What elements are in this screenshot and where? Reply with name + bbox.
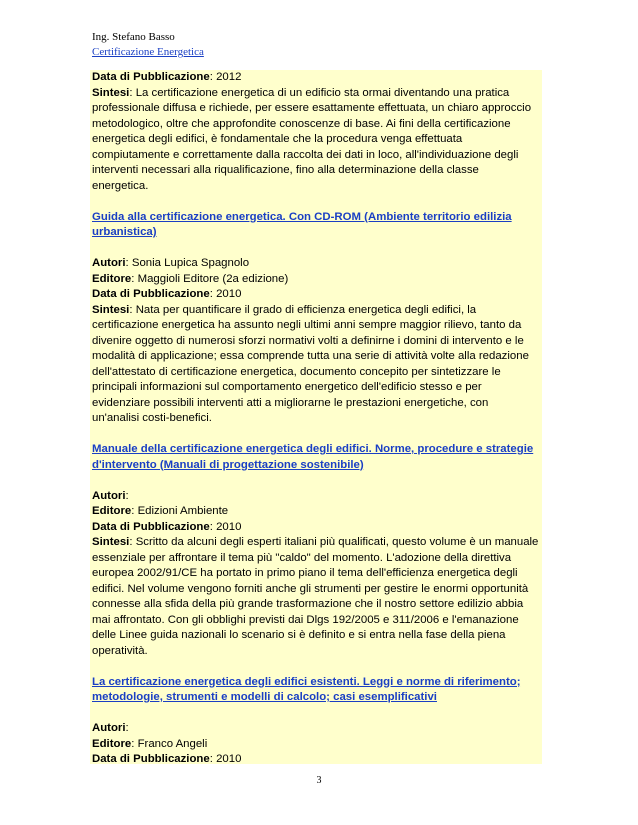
summary-line: compiutamente e correttamente dalla raccolta dei dati in loco, all'individuazione degli [92,148,519,161]
summary-line: energetica. [92,179,149,192]
summary-line: professionale diffusa e richiede, per essere esattamente effettuata, un chiaro approccio [92,102,532,114]
summary-line: energetica degli edifici, è fondamentale che la procedura venga effettuata [92,133,463,145]
authors: Autori: [92,489,129,502]
page-header [92,30,204,60]
authors: Autori: Sonia Lupica Spagnolo [92,257,250,269]
summary-line: interventi necessari alla riqualificazione, fino alla determinazione della classe [92,164,479,176]
summary-line: dell'attestato di certificazione energetica, documento concepito per sintetizzare le [92,365,501,378]
authors: Autori: [92,722,129,734]
summary-line: europea 2002/91/CE ha portato in primo piano il tema dell'efficienza energetica degli [92,567,518,579]
summary-line: edifici. Nel volume vengono forniti anche gli strumenti per gestire le enormi opportunità [92,582,529,595]
publisher: Editore: Franco Angeli [92,737,208,750]
summary-line: essenziale per affrontare il tema più "caldo" del momento. L'adozione della direttiva [92,551,512,564]
book-title-link[interactable]: Guida alla certificazione energetica. Con CD-ROM (Ambiente territorio edilizia urbanistica) [92,210,512,238]
summary-line: operatività. [92,644,148,657]
book-list [90,70,542,764]
publication-date: Data di Pubblicazione: 2010 [92,288,242,300]
book-title-link[interactable]: Manuale della certificazione energetica degli edifici. Norme, procedure e strategie d'intervento (Manuali di progettazione sostenibile) [92,443,534,471]
summary-line: Sintesi: Nata per quantificare il grado di efficienza energetica degli edifici, la [92,303,477,316]
header-author: Ing. Stefano Basso [92,31,175,43]
publication-date: Data di Pubblicazione: 2012 [92,71,242,83]
summary-line: un'analisi costi-benefici. [92,412,212,424]
publication-date: Data di Pubblicazione: 2010 [92,520,242,533]
summary-line: Sintesi: La certificazione energetica di un edificio sta ormai diventando una pratica [92,86,510,99]
summary-line: certificazione energetica ha assunto negli ultimi anni sempre maggior rilievo, tanto da [92,319,522,331]
summary-line: connesse alla sfida della più grande trasformazione che il nostro settore edilizio abbia [92,598,524,610]
summary-line: principali informazioni sul comportamento energetico dell'edificio stesso e per [92,381,482,393]
summary-line: mai affrontato. Con gli obblighi previsti dai Dlgs 192/2005 e 311/2006 e l'emanazione [92,613,519,626]
summary-line: Sintesi: Scritto da alcuni degli esperti italiani più qualificati, questo volume è un manuale [92,536,539,548]
publisher: Editore: Edizioni Ambiente [92,505,229,517]
summary-line: divenire oggetto di numerosi sforzi normativi volti a definirne i domini di intervento e le [92,334,524,347]
summary-line: metodologico, oltre che approfondite conoscenze di base. Ai fini della certificazione [92,117,511,130]
page-number: 3 [316,775,322,786]
publication-date: Data di Pubblicazione: 2010 [92,753,242,764]
summary-line: delle Linee guida nazionali lo scenario si è definito e si entra nella fase della piena [92,629,506,641]
header-subtitle[interactable]: Certificazione Energetica [92,46,204,58]
book-title-link[interactable]: La certificazione energetica degli edifici esistenti. Leggi e norme di riferimento; metodologie, strumenti e modelli di calcolo; casi esemplificativi [92,675,521,703]
summary-line: evidenziare possibili interventi atti a migliorarne le prestazioni energetiche, con [92,396,489,409]
publisher: Editore: Maggioli Editore (2a edizione) [92,272,289,285]
summary-line: modalità di applicazione; essa comprende tutta una serie di attività volte alla redazione [92,350,529,362]
